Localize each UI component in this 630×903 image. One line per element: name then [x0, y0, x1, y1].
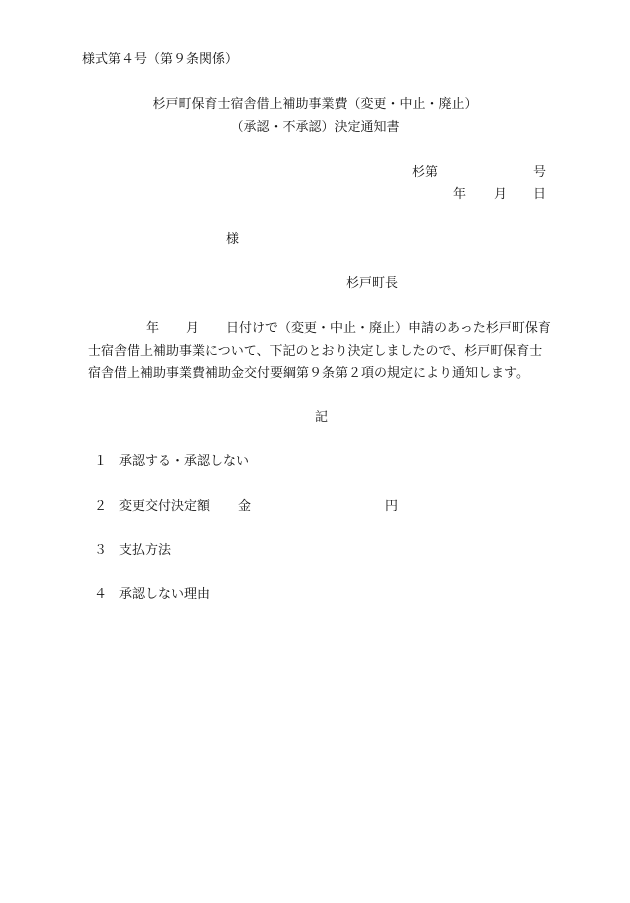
title-line-1: 杉戸町保育士宿舎借上補助事業費（変更・中止・廃止）: [152, 97, 478, 112]
item-2-number: ２: [94, 499, 108, 514]
body-line-2: 士宿舎借上補助事業について、下記のとおり決定しましたので、杉戸町保育士: [88, 344, 543, 359]
item-1-text: 承認する・承認しない: [119, 454, 250, 469]
doc-number-suffix: 号: [533, 165, 547, 180]
form-label: 様式第４号（第９条関係）: [82, 52, 239, 67]
date-year: 年: [453, 187, 467, 202]
item-4-text: 承認しない理由: [119, 587, 211, 602]
item-2-yen: 円: [385, 499, 399, 514]
body-year: 年: [146, 321, 160, 336]
item-4-number: ４: [94, 587, 108, 602]
body-month: 月: [186, 321, 200, 336]
issuer: 杉戸町長: [346, 276, 399, 291]
doc-number-prefix: 杉第: [412, 165, 439, 180]
title-line-2: （承認・不承認）決定通知書: [230, 120, 400, 135]
body-line-3: 宿舎借上補助事業費補助金交付要綱第９条第２項の規定により通知します。: [88, 366, 529, 381]
item-3-text: 支払方法: [119, 543, 172, 558]
item-2-text: 変更交付決定額: [119, 499, 211, 514]
addressee-suffix: 様: [226, 232, 240, 247]
item-1-number: １: [94, 454, 108, 469]
date-month: 月: [494, 187, 508, 202]
item-2-kin: 金: [238, 499, 252, 514]
item-3-number: ３: [94, 543, 108, 558]
body-line-1: 日付けで（変更・中止・廃止）申請のあった杉戸町保育: [226, 321, 551, 336]
date-day: 日: [533, 187, 547, 202]
ki-heading: 記: [315, 410, 329, 425]
